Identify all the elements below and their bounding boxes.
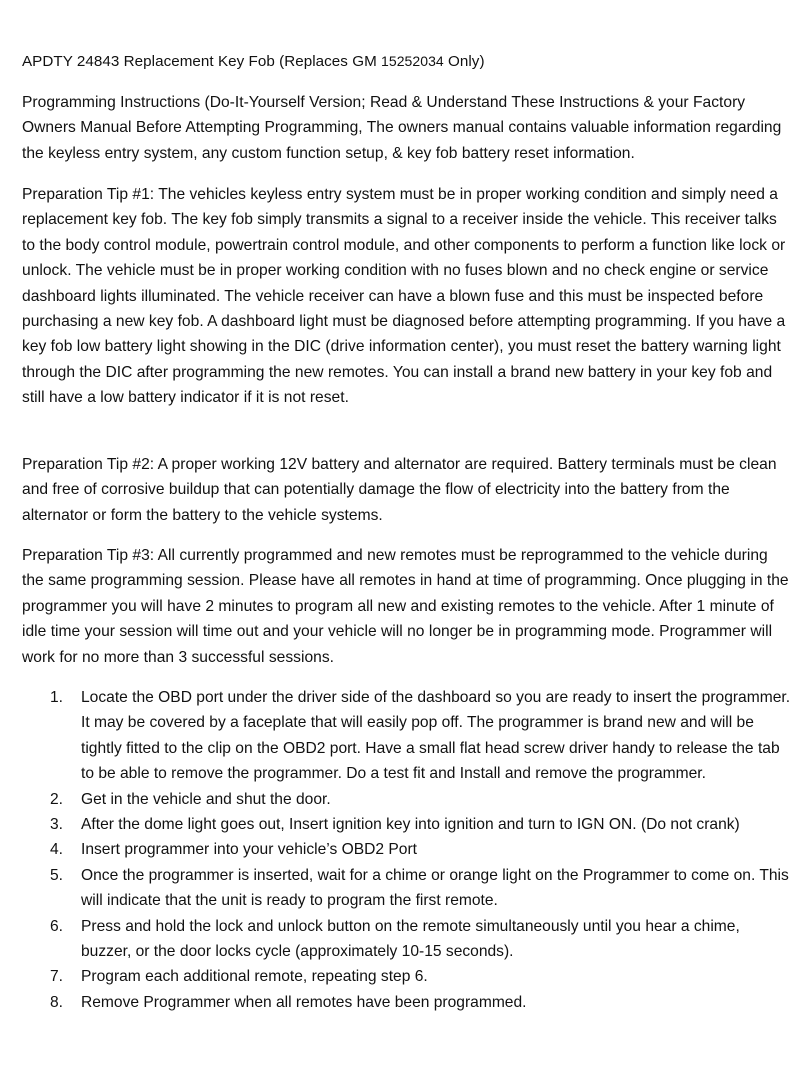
- list-item: [22, 964, 794, 989]
- step-text: Program each additional remote, repeating step 6.: [81, 968, 428, 986]
- list-item: [22, 812, 794, 837]
- preparation-tip-3: Preparation Tip #3: All currently programmed and new remotes must be reprogrammed to the vehicle during the same programming session. Please have all remotes in hand at time of programming. Once plugging in the programmer you will have 2 minutes to program all new and existing remotes to the vehicle. After 1 minute of idle time your session will time out and your vehicle will no longer be in programming mode. Programmer will work for no more than 3 successful sessions.: [22, 547, 789, 666]
- list-item: [22, 837, 794, 862]
- step-number: 8.: [50, 993, 64, 1011]
- step-number: 3.: [50, 816, 64, 834]
- step-text: Press and hold the lock and unlock button on the remote simultaneously until you hear a chime, buzzer, or the door locks cycle (approximately 10-15 seconds).: [81, 917, 740, 961]
- step-text: Insert programmer into your vehicle’s OBD2 Port: [81, 841, 417, 859]
- list-item: [22, 863, 794, 914]
- step-number: 4.: [50, 841, 64, 859]
- step-text: After the dome light goes out, Insert ignition key into ignition and turn to IGN ON. (Do not crank): [81, 816, 740, 834]
- step-text: Get in the vehicle and shut the door.: [81, 790, 331, 808]
- list-item: [22, 914, 794, 965]
- preparation-tip-1: Preparation Tip #1: The vehicles keyless entry system must be in proper working condition and simply need a replacement key fob. The key fob simply transmits a signal to a receiver inside the vehicle. This receiver talks to the body control module, powertrain control module, and other components to perform a function like lock or unlock. The vehicle must be in proper working condition with no fuses blown and no check engine or service dashboard lights illuminated. The vehicle receiver can have a blown fuse and this must be inspected before purchasing a new key fob. A dashboard light must be diagnosed before attempting programming. If you have a key fob low battery light showing in the DIC (drive information center), you must reset the battery warning light through the DIC after programming the new remotes. You can install a brand new battery in your key fob and still have a low battery indicator if it is not reset.: [22, 186, 786, 407]
- title-part-number: 15252034: [381, 53, 444, 69]
- preparation-tip-2: Preparation Tip #2: A proper working 12V battery and alternator are required. Battery terminals must be clean and free of corrosive buildup that can potentially damage the flow of electricity into the battery from the alternator or form the battery to the vehicle systems.: [22, 456, 777, 524]
- programming-steps-list: [22, 685, 794, 1015]
- step-number: 2.: [50, 790, 64, 808]
- title-main: APDTY 24843 Replacement Key Fob (Replaces GM: [22, 53, 382, 70]
- step-number: 6.: [50, 917, 64, 935]
- step-text: Locate the OBD port under the driver side of the dashboard so you are ready to insert the programmer. It may be covered by a faceplate that will easily pop off. The programmer is brand new and will be tightly fitted to the clip on the OBD2 port. Have a small flat head screw driver handy to release the tab to be able to remove the programmer. Do a test fit and Install and remove the programmer.: [81, 689, 791, 783]
- list-item: [22, 685, 794, 787]
- intro-paragraph: Programming Instructions (Do-It-Yourself Version; Read & Understand These Instructions & your Factory Owners Manual Before Attempting Programming, The owners manual contains valuable information regarding the keyless entry system, any custom function setup, & key fob battery reset information.: [22, 94, 782, 162]
- step-text: Remove Programmer when all remotes have been programmed.: [81, 993, 527, 1011]
- list-item: [22, 990, 794, 1015]
- step-text: Once the programmer is inserted, wait for a chime or orange light on the Programmer to come on. This will indicate that the unit is ready to program the first remote.: [81, 866, 789, 910]
- list-item: [22, 787, 794, 812]
- step-number: 7.: [50, 968, 64, 986]
- step-number: 5.: [50, 866, 64, 884]
- document-title: [22, 51, 485, 72]
- title-end: Only): [443, 53, 485, 70]
- step-number: 1.: [50, 689, 64, 706]
